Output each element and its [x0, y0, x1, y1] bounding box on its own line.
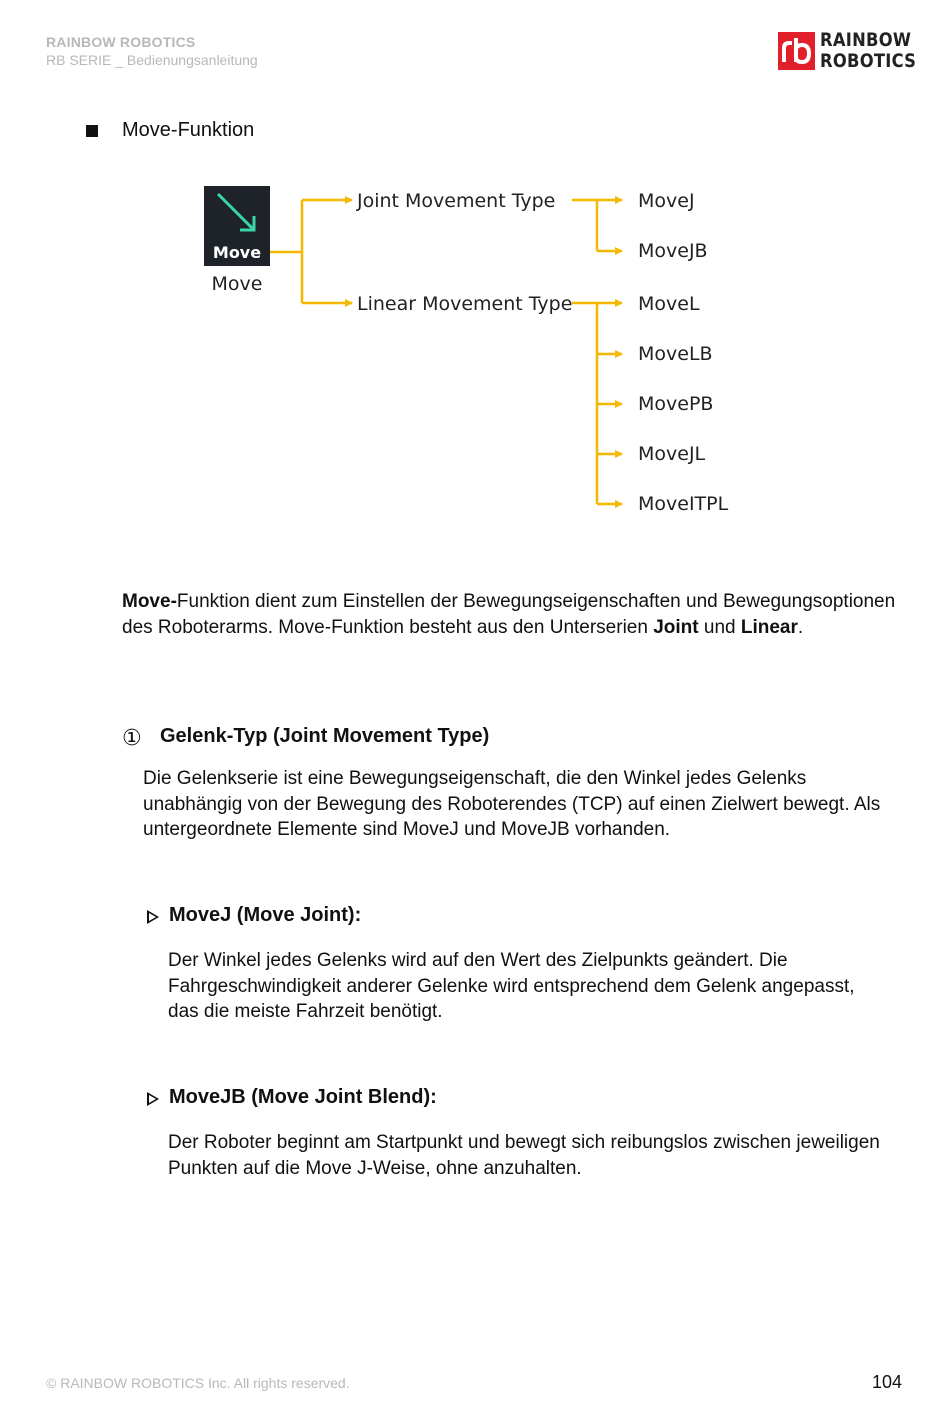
triangle-bullet-icon — [147, 1092, 159, 1106]
bullet-square-icon — [86, 125, 98, 137]
intro-paragraph — [122, 589, 912, 640]
intro-bold-joint: Joint — [653, 616, 699, 638]
leaf-movelb: MoveLB — [638, 343, 713, 365]
page-number: 104 — [872, 1372, 903, 1392]
branch-linear-label: Linear Movement Type — [357, 293, 573, 315]
branch-joint-label: Joint Movement Type — [357, 190, 556, 212]
intro-bold-move: Move- — [122, 591, 177, 612]
logo-line-2: ROBOTICS — [820, 50, 917, 72]
leaf-moveitpl: MoveITPL — [638, 493, 729, 515]
triangle-bullet-icon — [147, 910, 159, 924]
move-icon-tile — [204, 186, 270, 266]
header-title: RAINBOW ROBOTICS — [46, 34, 196, 50]
item-body-movejb: Der Roboter beginnt am Startpunkt und bewegt sich reibungslos zwischen jeweiligen Punkten auf die Move J-Weise, ohne anzuhalten. — [168, 1132, 880, 1179]
header-subtitle: RB SERIE _ Bedienungsanleitung — [46, 52, 258, 68]
move-function-diagram — [0, 170, 950, 550]
section-title: Move-Funktion — [122, 119, 255, 141]
intro-text-3: . — [797, 616, 804, 638]
diagram-connectors — [270, 200, 622, 504]
subsection-title: Gelenk-Typ (Joint Movement Type) — [160, 725, 490, 747]
leaf-movepb: MovePB — [638, 393, 714, 415]
footer-copyright: © RAINBOW ROBOTICS Inc. All rights reserved. — [46, 1375, 350, 1391]
leaf-movel: MoveL — [638, 293, 700, 315]
brand-logo — [778, 29, 917, 73]
item-body-movej: Der Winkel jedes Gelenks wird auf den Wert des Zielpunkts geändert. Die Fahrgeschwindigkeit anderer Gelenke wird entsprechend dem Gelenk angepasst, das die meiste Fahrzeit benötigt. — [168, 950, 855, 1022]
subsection-number: ① — [122, 725, 142, 750]
logo-text — [820, 31, 916, 71]
intro-bold-linear: Linear — [740, 616, 798, 638]
move-icon-label: Move — [212, 243, 262, 262]
logo-mark-icon — [778, 32, 815, 70]
leaf-movejl: MoveJL — [638, 443, 706, 465]
move-icon-caption: Move — [211, 273, 263, 295]
leaf-movejb: MoveJB — [638, 240, 708, 262]
item-title-movej: MoveJ (Move Joint): — [169, 904, 362, 926]
intro-text-2: und — [698, 616, 741, 638]
subsection-body: Die Gelenkserie ist eine Bewegungseigenschaft, die den Winkel jedes Gelenks unabhängig von der Bewegung des Roboterendes (TCP) auf einen Zielwert bewegt. Als untergeordnete Elemente sind MoveJ und MoveJB vorhanden. — [143, 768, 881, 840]
intro-text-1: Funktion dient zum Einstellen der Bewegungseigenschaften und Bewegungsoptionen des Roboterarms. Move-Funktion besteht aus den Unterserien — [122, 591, 896, 638]
item-title-movejb: MoveJB (Move Joint Blend): — [169, 1086, 437, 1108]
leaf-movej: MoveJ — [638, 190, 695, 212]
logo-line-1: RAINBOW — [820, 29, 912, 51]
